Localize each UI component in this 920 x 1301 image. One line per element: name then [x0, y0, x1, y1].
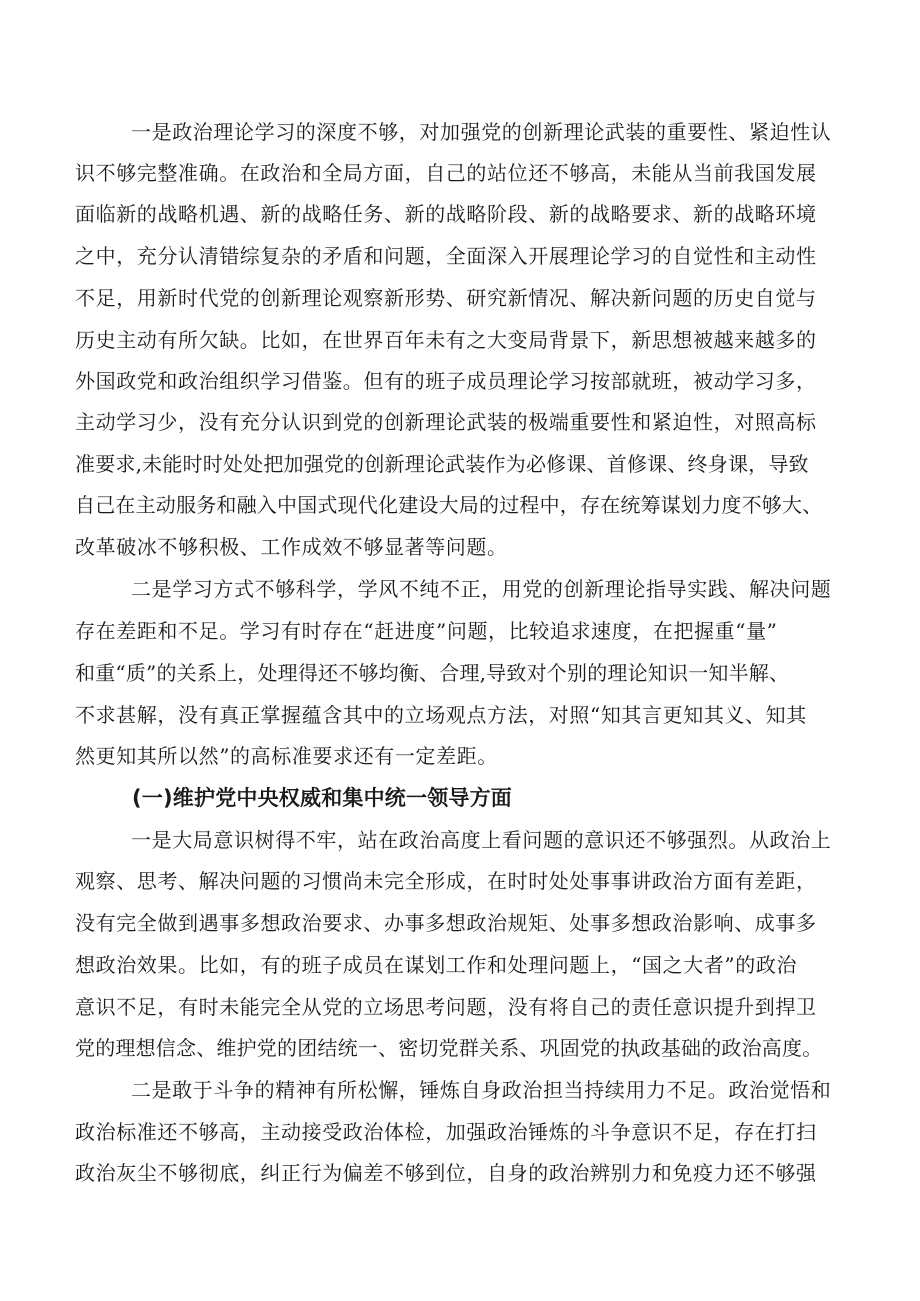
paragraph-line: 准要求,未能时时处处把加强党的创新理论武装作为必修课、首修课、终身课，导致	[75, 452, 809, 476]
paragraph-line: 一是大局意识树得不牢，站在政治高度上看问题的意识还不够强烈。从政治上	[131, 828, 832, 852]
paragraph-line: 存在差距和不足。学习有时存在“赶进度”问题，比较追求速度，在把握重“量”	[75, 619, 778, 643]
paragraph-line: 历史主动有所欠缺。比如，在世界百年未有之大变局背景下，新思想被越来越多的	[75, 328, 817, 352]
paragraph-line: 意识不足，有时未能完全从党的立场思考问题，没有将自己的责任意识提升到捍卫	[75, 995, 817, 1019]
paragraph-line: 和重“质”的关系上，处理得还不够均衡、合理,导致对个别的理论知识一知半解、	[75, 661, 790, 685]
paragraph-line: 主动学习少，没有充分认识到党的创新理论武装的极端重要性和紧迫性，对照高标	[75, 410, 817, 434]
paragraph-line: 党的理想信念、维护党的团结统一、密切党群关系、巩固党的执政基础的政治高度。	[75, 1036, 823, 1060]
paragraph-line: 观察、思考、解决问题的习惯尚未完全形成，在时时处处事事讲政治方面有差距，	[75, 869, 817, 893]
paragraph-line: 之中，充分认清错综复杂的矛盾和问题，全面深入开展理论学习的自觉性和主动性	[75, 244, 817, 268]
paragraph-line: 不求甚解，没有真正掌握蕴含其中的立场观点方法，对照“知其言更知其义、知其	[75, 703, 807, 727]
paragraph-line: 不足，用新时代党的创新理论观察新形势、研究新情况、解决新问题的历史自觉与	[75, 286, 817, 310]
paragraph-line: 识不够完整准确。在政治和全局方面，自己的站位还不够高，未能从当前我国发展	[75, 161, 817, 185]
paragraph-line: 外国政党和政治组织学习借鉴。但有的班子成员理论学习按部就班，被动学习多，	[75, 369, 817, 393]
section-heading: (一)维护党中央权威和集中统一领导方面	[132, 786, 512, 810]
paragraph-line: 面临新的战略机遇、新的战略任务、新的战略阶段、新的战略要求、新的战略环境	[75, 202, 817, 226]
paragraph-line: 政治标准还不够高，主动接受政治体检，加强政治锤炼的斗争意识不足，存在打扫	[75, 1120, 817, 1144]
paragraph-line: 自己在主动服务和融入中国式现代化建设大局的过程中，存在统筹谋划力度不够大、	[75, 493, 823, 517]
paragraph-line: 二是敢于斗争的精神有所松懈，锤炼自身政治担当持续用力不足。政治觉悟和	[131, 1078, 832, 1102]
paragraph-line: 政治灰尘不够彻底，纠正行为偏差不够到位，自身的政治辨别力和免疫力还不够强	[75, 1161, 817, 1185]
paragraph-line: 二是学习方式不够科学，学风不纯不正，用党的创新理论指导实践、解决问题	[131, 577, 832, 601]
paragraph-line: 没有完全做到遇事多想政治要求、办事多想政治规矩、处事多想政治影响、成事多	[75, 911, 817, 935]
paragraph-line: 改革破冰不够积极、工作成效不够显著等问题。	[75, 535, 508, 559]
paragraph-line: 一是政治理论学习的深度不够，对加强党的创新理论武装的重要性、紧迫性认	[131, 120, 832, 144]
paragraph-line: 然更知其所以然”的高标准要求还有一定差距。	[75, 744, 498, 768]
paragraph-line: 想政治效果。比如，有的班子成员在谋划工作和处理问题上，“国之大者”的政治	[75, 953, 798, 977]
